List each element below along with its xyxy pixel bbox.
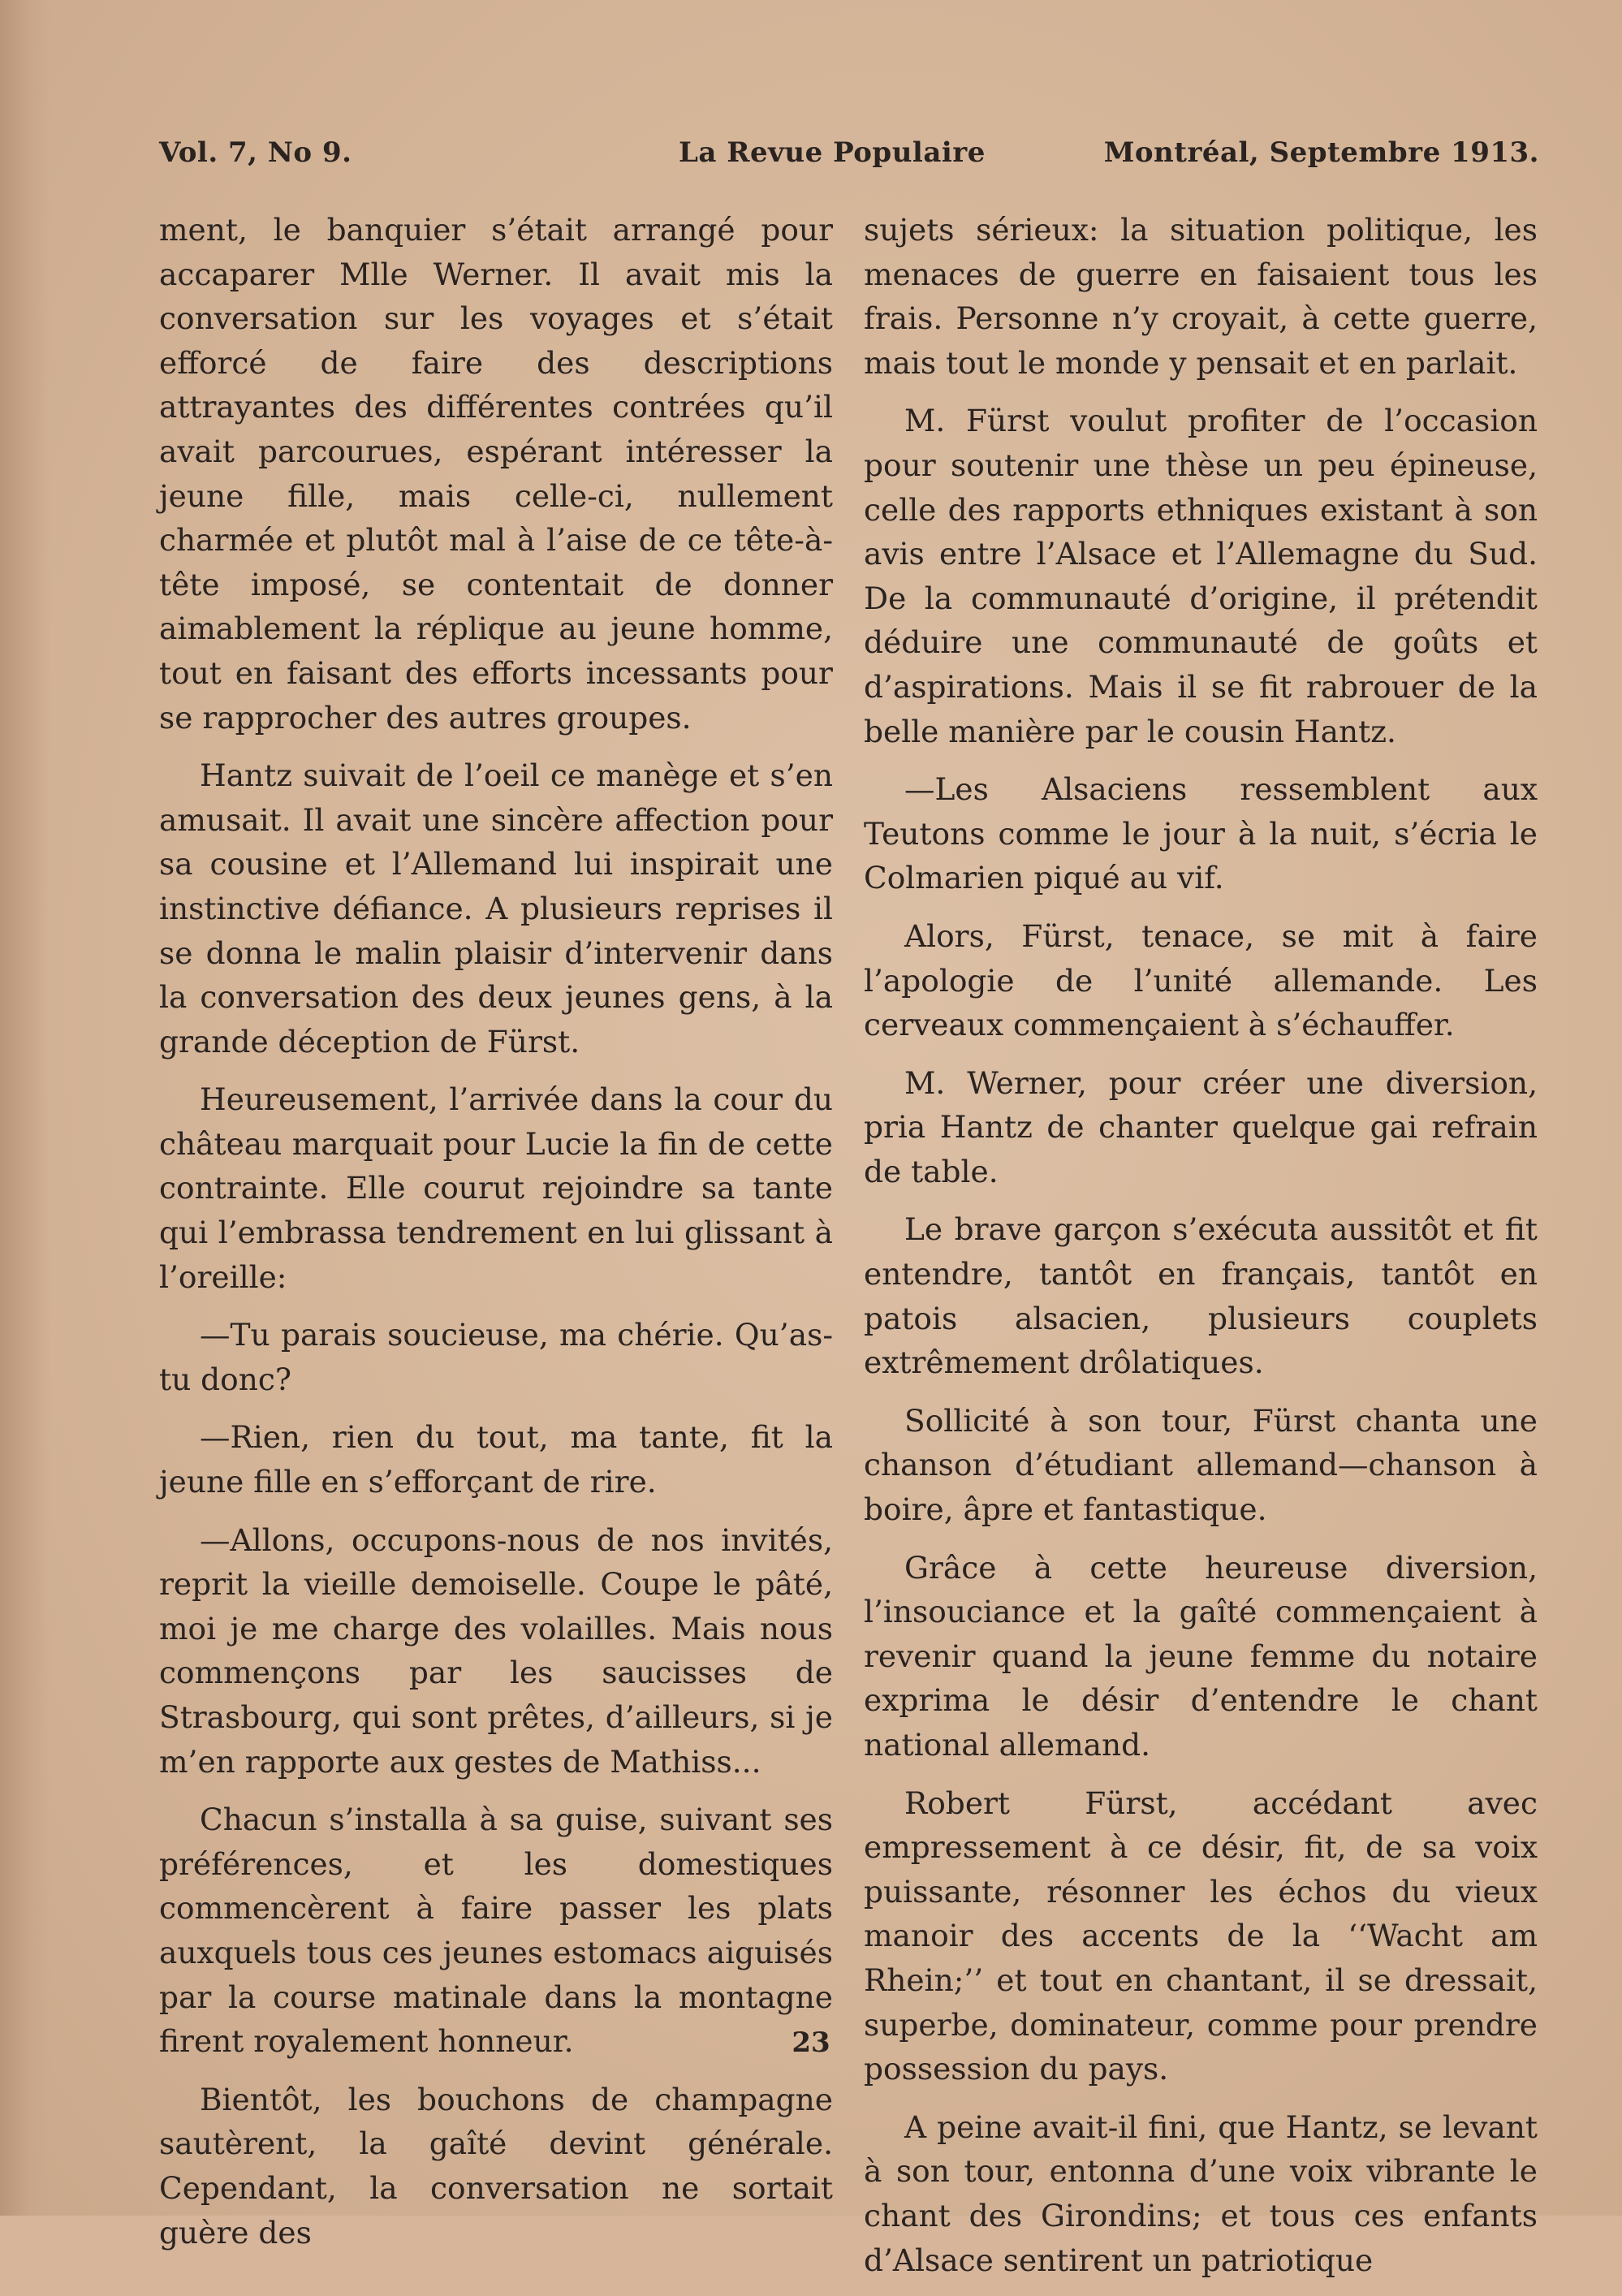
paragraph: —Rien, rien du tout, ma tante, fit la jeune fille en s’efforçant de rire. <box>159 1419 833 1500</box>
running-header <box>159 136 1539 177</box>
paragraph: Grâce à cette heureuse diversion, l’insouciance et la gaîté commençaient à revenir quand la jeune femme du notaire exprima le désir d’entendre le chant national allemand. <box>864 1549 1538 1763</box>
paper-edge-shadow <box>0 0 50 2216</box>
paragraph: Bientôt, les bouchons de champagne sautèrent, la gaîté devint générale. Cependant, la conversation ne sortait guère des <box>159 2081 833 2251</box>
text-column-left <box>159 208 833 2268</box>
paragraph: M. Fürst voulut profiter de l’occasion pour soutenir une thèse un peu épineuse, celle des rapports ethniques existant à son avis entre l’Alsace et l’Allemagne du Sud. De la communauté d’origine, il prétendit déduire une communauté de goûts et d’aspirations. Mais il se fit rabrouer de la belle manière par le cousin Hantz. <box>864 403 1538 749</box>
paragraph: A peine avait-il fini, que Hantz, se levant à son tour, entonna d’une voix vibrante le chant des Girondins; et tous ces enfants d’Alsace sentirent un patriotique <box>864 2108 1538 2278</box>
paragraph: ment, le banquier s’était arrangé pour accaparer Mlle Werner. Il avait mis la conversation sur les voyages et s’était efforcé de faire des descriptions attrayantes des différentes contrées qu’il avait parcourues, espérant intéresser la jeune fille, mais celle-ci, nullement charmée et plutôt mal à l’aise de ce tête-à-tête imposé, se contentait de donner aimablement la réplique au jeune homme, tout en faisant des efforts incessants pour se rapprocher des autres groupes. <box>159 212 833 736</box>
paragraph: Alors, Fürst, tenace, se mit à faire l’apologie de l’unité allemande. Les cerveaux commençaient à s’échauffer. <box>864 917 1538 1043</box>
paragraph: Chacun s’installa à sa guise, suivant ses préférences, et les domestiques commencèrent à faire passer les plats auxquels tous ces jeunes estomacs aiguisés par la course matinale dans la montagne firent royalement honneur. <box>159 1802 833 2060</box>
paragraph: —Allons, occupons-nous de nos invités, reprit la vieille demoiselle. Coupe le pâté, moi je me charge des volailles. Mais nous commençons par les saucisses de Strasbourg, qui sont prêtes, d’ailleurs, si je m’en rapporte aux gestes de Mathiss... <box>159 1521 833 1780</box>
paragraph: Robert Fürst, accédant avec empressement à ce désir, fit, de sa voix puissante, résonner les échos du vieux manoir des accents de la ‘‘Wacht am Rhein;’’ et tout en chantant, il se dressait, superbe, dominateur, comme pour prendre possession du pays. <box>864 1785 1538 2087</box>
paragraph: Hantz suivait de l’oeil ce manège et s’en amusait. Il avait une sincère affection pour sa cousine et l’Allemand lui inspirait une instinctive défiance. A plusieurs reprises il se donna le malin plaisir d’intervenir dans la conversation des deux jeunes gens, à la grande déception de Fürst. <box>159 757 833 1060</box>
paragraph: —Tu parais soucieuse, ma chérie. Qu’as-tu donc? <box>159 1317 833 1397</box>
page-number: 23 <box>792 2026 830 2059</box>
paragraph: Le brave garçon s’exécuta aussitôt et fit entendre, tantôt en français, tantôt en patois alsacien, plusieurs couplets extrêmement drôlatiques. <box>864 1211 1538 1381</box>
paragraph: M. Werner, pour créer une diversion, pria Hantz de chanter quelque gai refrain de table. <box>864 1064 1538 1189</box>
header-date: Montréal, Septembre 1913. <box>1103 136 1539 169</box>
paragraph: Sollicité à son tour, Fürst chanta une chanson d’étudiant allemand—chanson à boire, âpre et fantastique. <box>864 1402 1538 1528</box>
header-volume: Vol. 7, No 9. <box>159 136 352 169</box>
paragraph: —Les Alsaciens ressemblent aux Teutons comme le jour à la nuit, s’écria le Colmarien piqué au vif. <box>864 771 1538 896</box>
header-title: La Revue Populaire <box>679 136 986 169</box>
paragraph: Heureusement, l’arrivée dans la cour du château marquait pour Lucie la fin de cette contrainte. Elle courut rejoindre sa tante qui l’embrassa tendrement en lui glissant à l’oreille: <box>159 1081 833 1295</box>
paragraph: sujets sérieux: la situation politique, les menaces de guerre en faisaient tous les frais. Personne n’y croyait, à cette guerre, mais tout le monde y pensait et en parlait. <box>864 212 1538 381</box>
text-column-right <box>864 208 1538 2296</box>
